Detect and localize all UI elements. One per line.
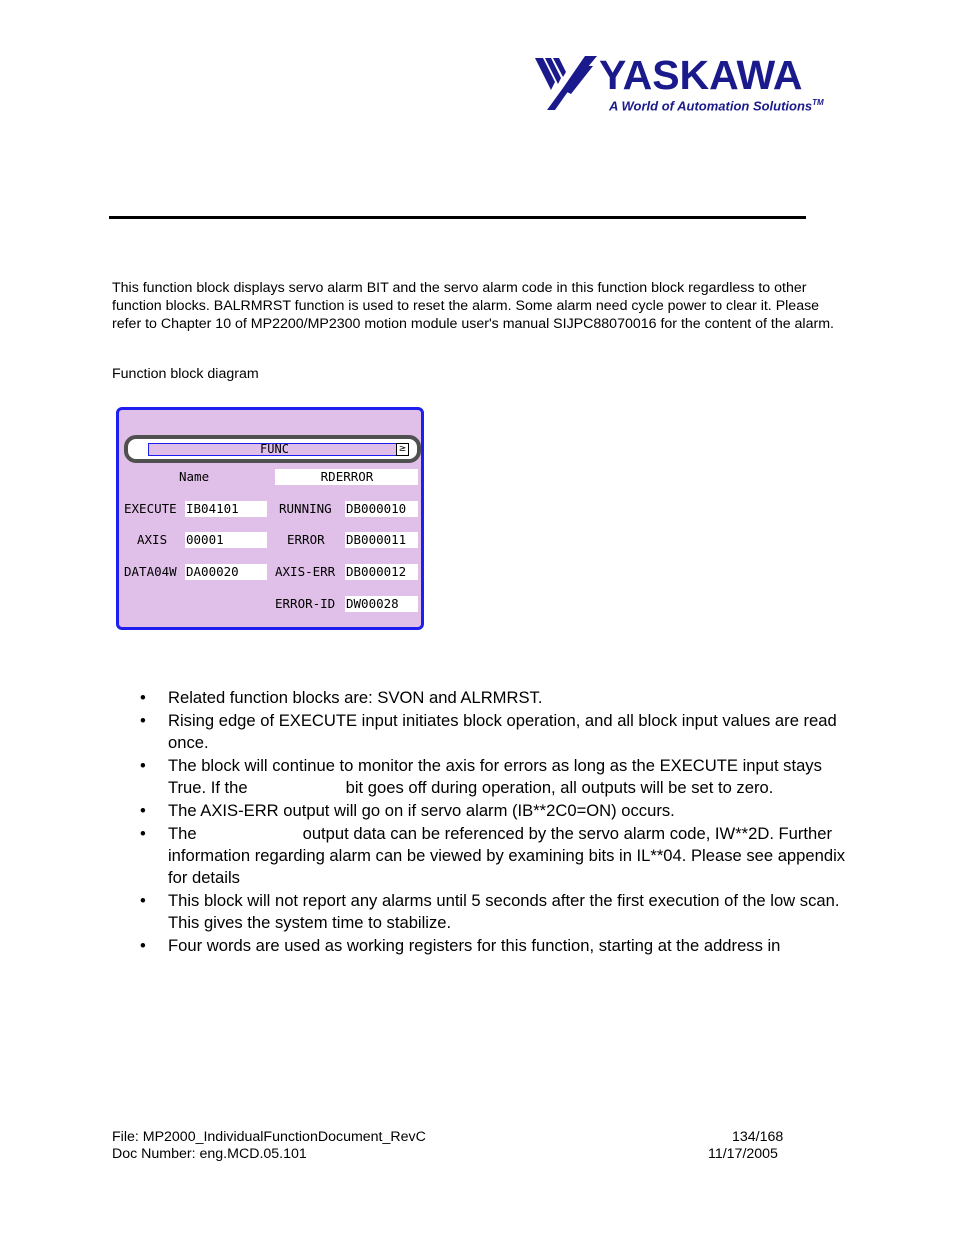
- bullet-icon: •: [140, 801, 146, 820]
- footer-doc-number: Doc Number: eng.MCD.05.101: [112, 1146, 307, 1162]
- function-block-header: [124, 435, 421, 463]
- output-value-error-id[interactable]: DW00028: [345, 596, 418, 612]
- header-rule: [109, 216, 806, 219]
- bullet-icon: •: [140, 936, 146, 955]
- output-value-running[interactable]: DB000010: [345, 501, 418, 517]
- function-block-title-bar[interactable]: [148, 443, 401, 456]
- footer-file: File: MP2000_IndividualFunctionDocument_RevC: [112, 1129, 426, 1145]
- list-item: • The output data can be referenced by the servo alarm code, IW**2D. Further information regarding alarm can be viewed by examining bits in IL**04. Please see appendix for details: [140, 824, 846, 887]
- list-item: • Four words are used as working registers for this function, starting at the address in: [140, 936, 781, 955]
- name-label: Name: [179, 469, 210, 484]
- brand-name: YASKAWA: [599, 52, 803, 98]
- collapse-icon[interactable]: ≥: [396, 443, 409, 456]
- brand-tagline: A World of Automation Solutions™: [609, 98, 824, 114]
- yaskawa-logo: [533, 52, 823, 118]
- bullet-icon: •: [140, 756, 146, 775]
- output-value-axis-err[interactable]: DB000012: [345, 564, 418, 580]
- footer-date: 11/17/2005: [708, 1146, 778, 1162]
- footer-page: 134/168: [732, 1129, 784, 1145]
- intro-paragraph: This function block displays servo alarm BIT and the servo alarm code in this function block regardless to other function blocks. BALRMRST function is used to reset the alarm. Some alarm need cycle power to clear it. Please refer to Chapter 10 of MP2200/MP2300 motion module user's manual SIJPC88070016 for the content of the alarm.: [112, 280, 834, 332]
- list-item: • The block will continue to monitor the axis for errors as long as the EXECUTE input stays True. If the bit goes off during operation, all outputs will be set to zero.: [140, 756, 822, 797]
- bullet-icon: •: [140, 824, 146, 843]
- output-value-error[interactable]: DB000011: [345, 532, 418, 548]
- input-value-data04w[interactable]: DA00020: [185, 564, 267, 580]
- name-value[interactable]: RDERROR: [275, 469, 418, 485]
- list-item: • This block will not report any alarms until 5 seconds after the first execution of the low scan. This gives the system time to stabilize.: [140, 891, 840, 932]
- function-block-title: FUNC: [260, 442, 289, 456]
- input-label-axis: AXIS: [137, 532, 168, 547]
- output-label-error-id: ERROR-ID: [275, 596, 336, 611]
- output-label-axis-err: AXIS-ERR: [275, 564, 336, 579]
- input-value-execute[interactable]: IB04101: [185, 501, 267, 517]
- list-item: • Related function blocks are: SVON and ALRMRST.: [140, 688, 543, 707]
- input-label-data04w: DATA04W: [124, 564, 177, 579]
- notes-list: [140, 687, 850, 958]
- output-label-error: ERROR: [287, 532, 325, 547]
- diagram-caption: Function block diagram: [112, 366, 259, 382]
- list-item: • Rising edge of EXECUTE input initiates block operation, and all block input values are read once.: [140, 711, 837, 752]
- input-value-axis[interactable]: 00001: [185, 532, 267, 548]
- list-item: • The AXIS-ERR output will go on if servo alarm (IB**2C0=ON) occurs.: [140, 801, 675, 820]
- bullet-icon: •: [140, 891, 146, 910]
- bullet-icon: •: [140, 711, 146, 730]
- function-block-diagram: [116, 407, 424, 630]
- bullet-icon: •: [140, 688, 146, 707]
- output-label-running: RUNNING: [279, 501, 332, 516]
- yaskawa-swoosh-icon: [533, 54, 599, 112]
- input-label-execute: EXECUTE: [124, 501, 177, 516]
